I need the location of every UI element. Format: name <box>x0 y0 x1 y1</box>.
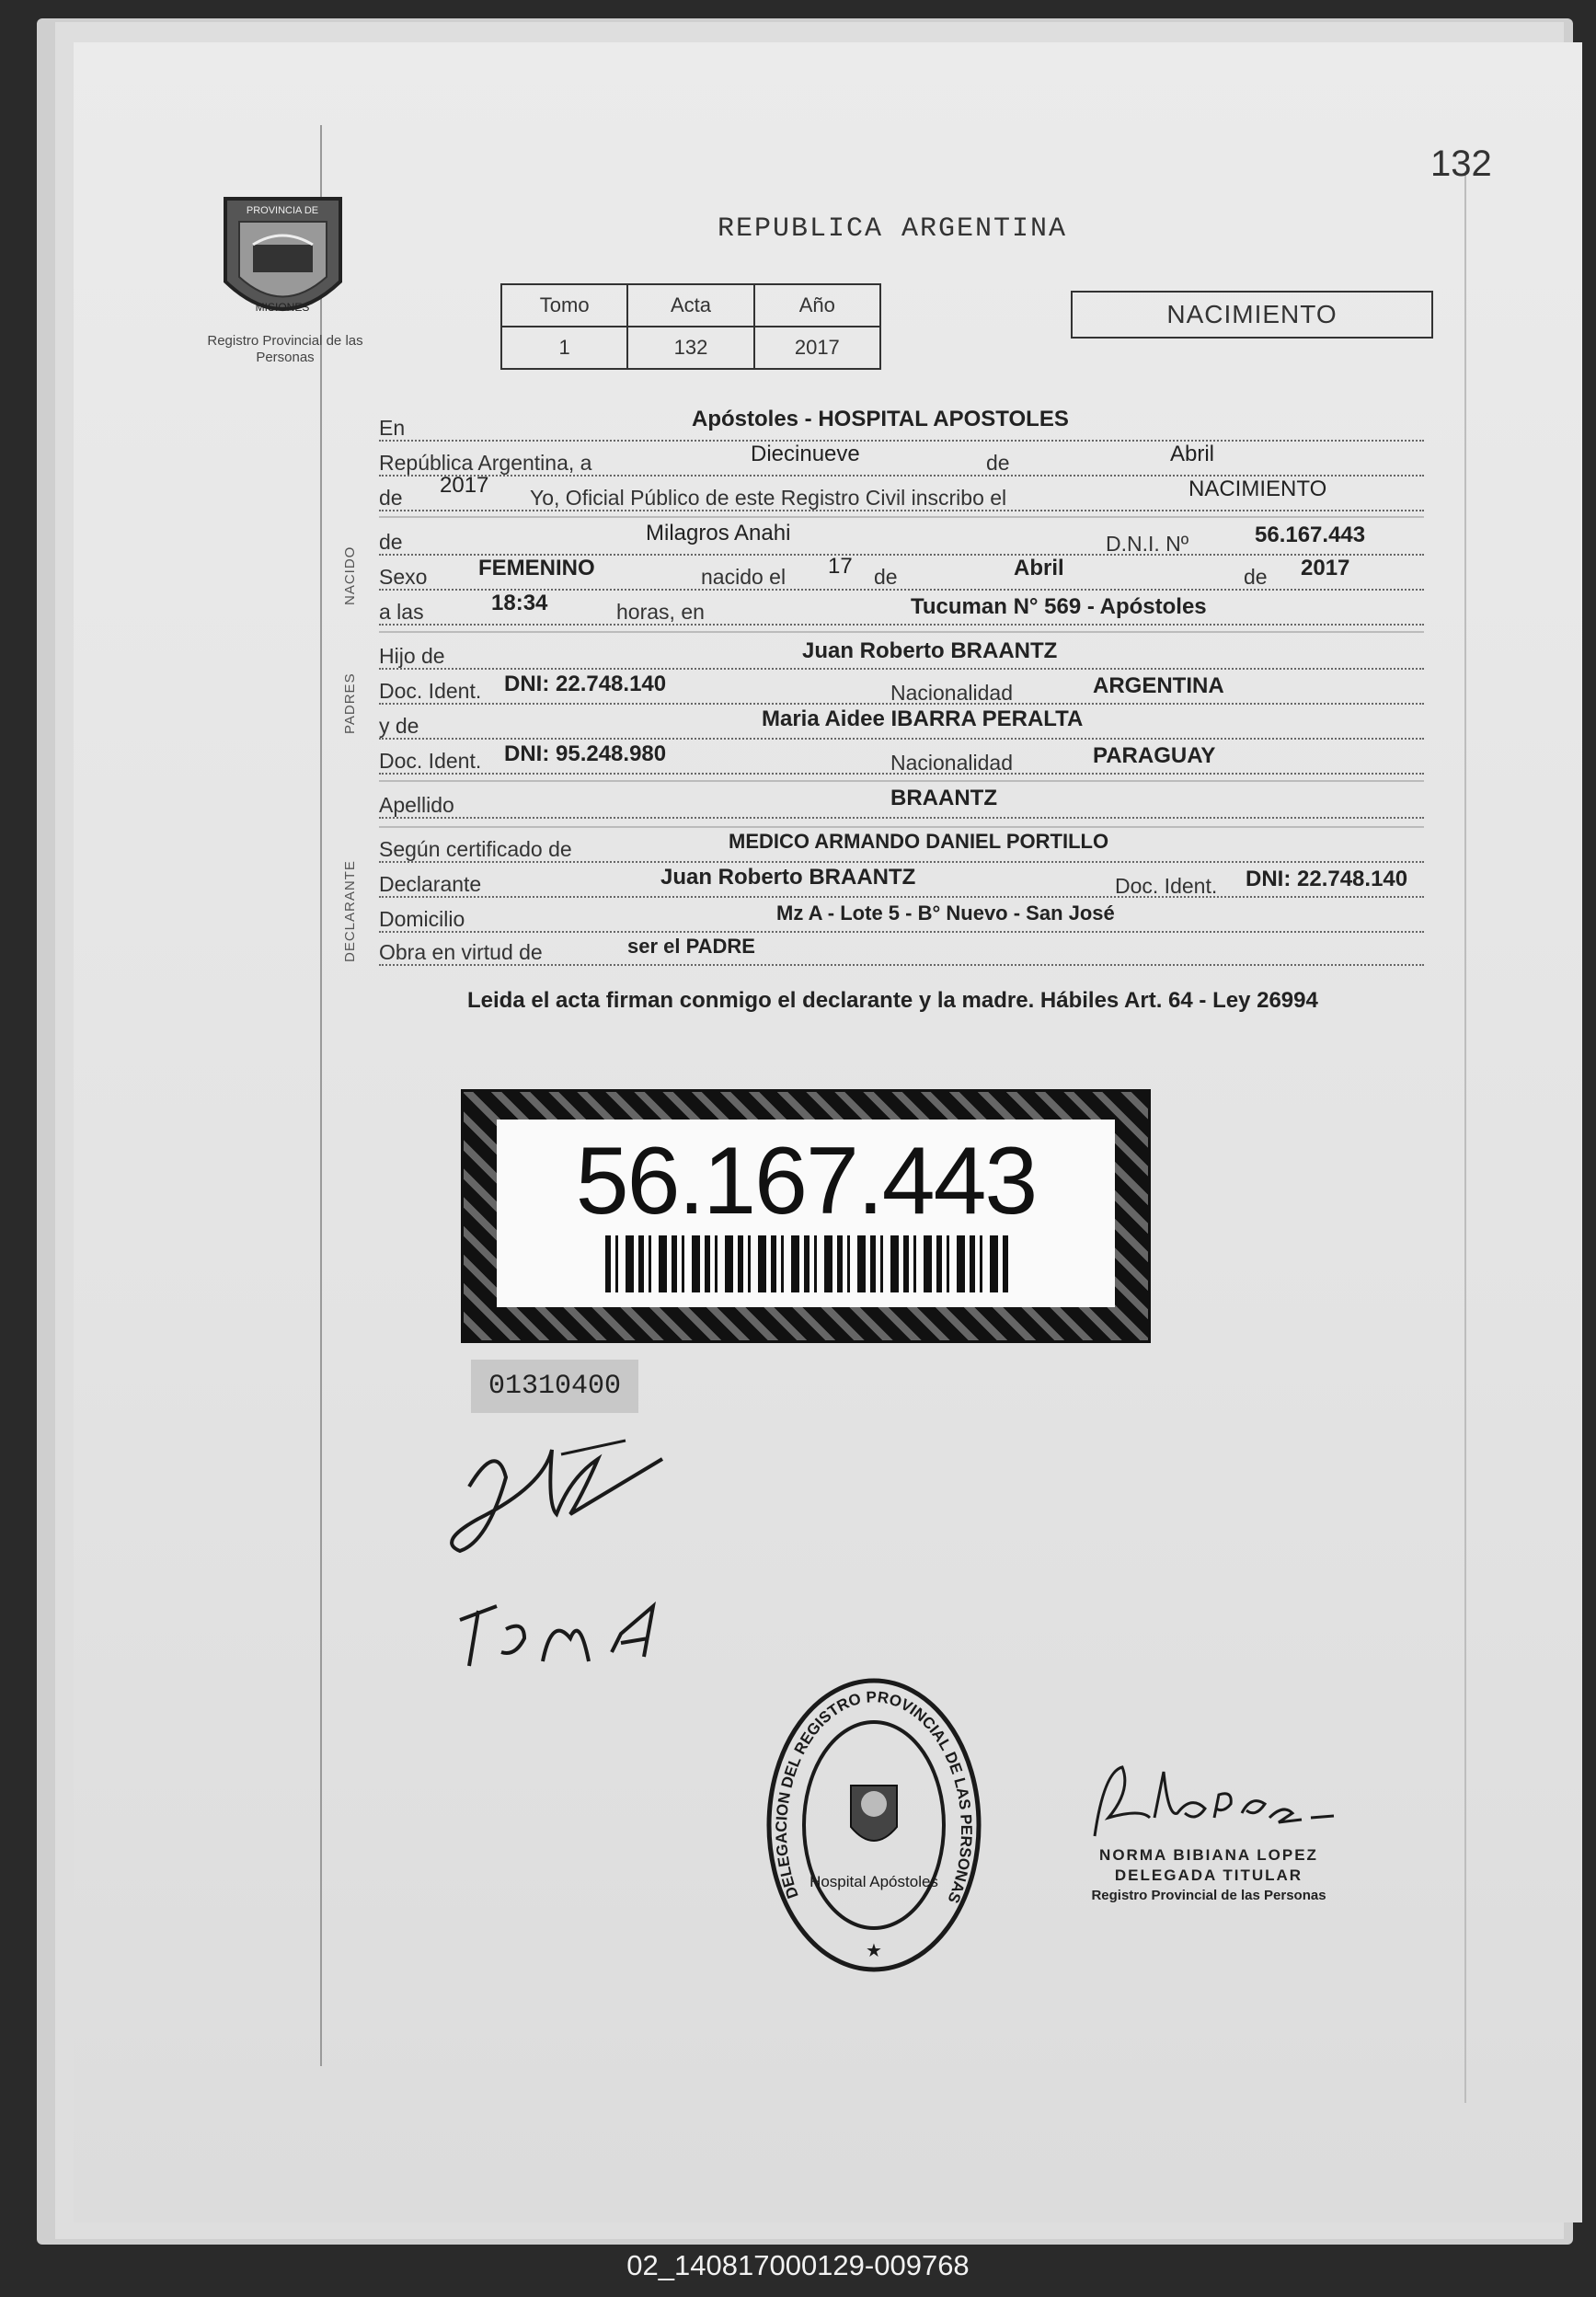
officer-title: DELEGADA TITULAR <box>1114 1866 1303 1884</box>
address-value: Mz A - Lote 5 - B° Nuevo - San José <box>776 902 1115 925</box>
row-name: de Milagros Anahi D.N.I. Nº 56.167.443 <box>379 523 1424 556</box>
officer-name: NORMA BIBIANA LOPEZ <box>1099 1846 1318 1864</box>
birth-day-value: 17 <box>828 554 853 579</box>
birth-certificate-page <box>74 42 1582 2222</box>
barcode-bars <box>605 1235 1010 1292</box>
section-label-padres: PADRES <box>342 672 358 734</box>
declarant-signature <box>442 1422 736 1689</box>
record-value-tomo: 1 <box>501 327 627 369</box>
svg-text:★: ★ <box>866 1941 882 1961</box>
section-label-nacido: NACIDO <box>342 546 358 605</box>
scan-file-code: 02_140817000129-009768 <box>626 2249 970 2281</box>
name-value: Milagros Anahi <box>646 521 791 546</box>
declarant-value: Juan Roberto BRAANTZ <box>660 865 916 890</box>
row-mother: y de Maria Aidee IBARRA PERALTA <box>379 706 1424 740</box>
separator <box>379 516 1424 518</box>
row-date: República Argentina, a Diecinueve de Abril <box>379 443 1424 477</box>
declarant-doc-value: DNI: 22.748.140 <box>1246 867 1408 891</box>
section-label-declarante: DECLARANTE <box>342 860 358 962</box>
record-value-anio: 2017 <box>754 327 880 369</box>
serial-number: 01310400 <box>471 1360 638 1413</box>
row-sex-birth: Sexo FEMENINO nacido el 17 de Abril de 2017 <box>379 557 1424 591</box>
row-reason: Obra en virtud de ser el PADRE <box>379 933 1424 966</box>
father-doc-value: DNI: 22.748.140 <box>504 672 667 696</box>
place-value: Apóstoles - HOSPITAL APOSTOLES <box>692 407 1069 431</box>
reason-value: ser el PADRE <box>627 935 755 958</box>
birth-year-value: 2017 <box>1301 556 1350 580</box>
officer-office: Registro Provincial de las Personas <box>1091 1888 1326 1903</box>
separator <box>379 631 1424 633</box>
row-year-act: de 2017 Yo, Oficial Público de este Registro Civil inscribo el NACIMIENTO <box>379 478 1424 511</box>
svg-text:PROVINCIA DE: PROVINCIA DE <box>246 205 319 216</box>
record-value-acta: 132 <box>627 327 753 369</box>
paper-stack-middle <box>55 22 1564 2239</box>
row-place: En Apóstoles - HOSPITAL APOSTOLES <box>379 408 1424 442</box>
birth-address-value: Tucuman N° 569 - Apóstoles <box>911 594 1207 619</box>
document-title: REPUBLICA ARGENTINA <box>718 213 1068 245</box>
legal-note: Leida el acta firman conmigo el declarante y la madre. Hábiles Art. 64 - Ley 26994 <box>467 988 1318 1013</box>
page-number: 132 <box>1430 144 1492 184</box>
registry-stamp <box>764 1675 984 1975</box>
record-type-box: NACIMIENTO <box>1071 291 1433 339</box>
month-value: Abril <box>1170 442 1215 466</box>
dni-value: 56.167.443 <box>1255 523 1366 547</box>
certificate-value: MEDICO ARMANDO DANIEL PORTILLO <box>729 830 1109 853</box>
row-surname: Apellido BRAANTZ <box>379 786 1424 819</box>
surname-value: BRAANTZ <box>890 786 997 810</box>
father-nationality-value: ARGENTINA <box>1093 673 1224 698</box>
svg-text:DELEGACION DEL REGISTRO PROVIN: DELEGACION DEL REGISTRO PROVINCIAL DE LAS PERSONAS <box>772 1688 976 1906</box>
record-header-tomo: Tomo <box>501 284 627 327</box>
record-table <box>500 283 881 370</box>
province-coat-of-arms-logo <box>207 180 359 332</box>
row-address: Domicilio Mz A - Lote 5 - B° Nuevo - San José <box>379 900 1424 933</box>
officer-signature <box>1067 1753 1361 1845</box>
row-certificate: Según certificado de MEDICO ARMANDO DANIEL PORTILLO <box>379 830 1424 863</box>
birth-month-value: Abril <box>1014 556 1064 580</box>
act-type-value: NACIMIENTO <box>1188 477 1327 501</box>
row-mother-doc: Doc. Ident. DNI: 95.248.980 Nacionalidad PARAGUAY <box>379 741 1424 775</box>
record-header-anio: Año <box>754 284 880 327</box>
row-father: Hijo de Juan Roberto BRAANTZ <box>379 637 1424 670</box>
father-value: Juan Roberto BRAANTZ <box>802 638 1058 663</box>
sex-value: FEMENINO <box>478 556 595 580</box>
row-time-address: a las 18:34 horas, en Tucuman N° 569 - Apóstoles <box>379 592 1424 626</box>
logo-caption: Registro Provincial de las Personas <box>207 333 363 365</box>
birth-time-value: 18:34 <box>491 591 548 615</box>
officer-block <box>1052 1845 1365 1906</box>
separator <box>379 826 1424 828</box>
svg-text:Hospital Apóstoles: Hospital Apóstoles <box>809 1873 938 1890</box>
left-margin-line <box>320 125 322 2066</box>
right-margin-line <box>1464 171 1466 2103</box>
record-header-acta: Acta <box>627 284 753 327</box>
barcode-number: 56.167.443 <box>575 1128 1037 1235</box>
separator <box>379 780 1424 782</box>
year-value: 2017 <box>440 473 489 498</box>
row-father-doc: Doc. Ident. DNI: 22.748.140 Nacionalidad ARGENTINA <box>379 672 1424 705</box>
mother-value: Maria Aidee IBARRA PERALTA <box>762 706 1084 731</box>
mother-nationality-value: PARAGUAY <box>1093 743 1216 768</box>
day-value: Diecinueve <box>751 442 860 466</box>
row-declarant: Declarante Juan Roberto BRAANTZ Doc. Ident. DNI: 22.748.140 <box>379 865 1424 898</box>
dni-barcode-label <box>461 1089 1151 1343</box>
mother-doc-value: DNI: 95.248.980 <box>504 741 667 766</box>
svg-text:MISIONES: MISIONES <box>255 301 310 314</box>
